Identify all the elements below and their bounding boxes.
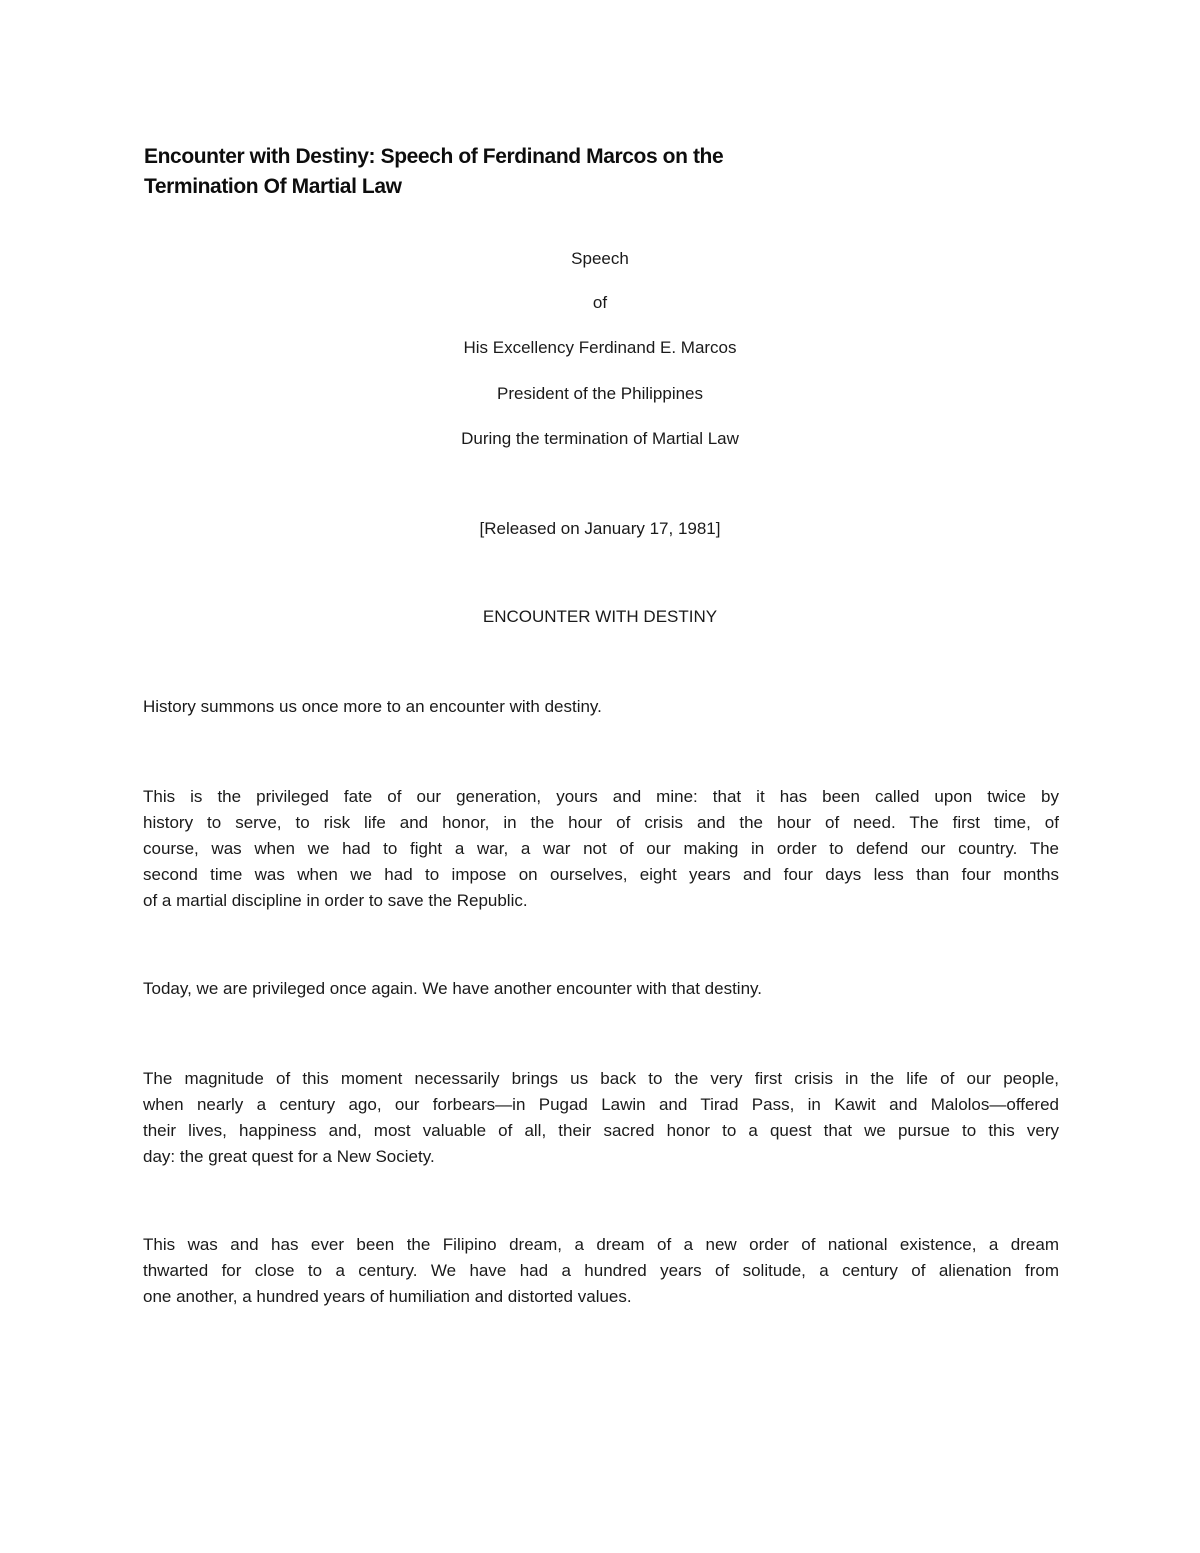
paragraph-line: day: the great quest for a New Society.	[143, 1147, 435, 1166]
paragraph-line: thwarted for close to a century. We have had a hundred years of solitude, a century of alienation from	[143, 1261, 1059, 1280]
paragraph-line: course, was when we had to fight a war, a war not of our making in order to defend our country. The	[143, 839, 1059, 858]
document-title-line-1: Encounter with Destiny: Speech of Ferdinand Marcos on the	[144, 145, 724, 168]
paragraph-line: of a martial discipline in order to save the Republic.	[143, 891, 528, 910]
speech-occasion: During the termination of Martial Law	[461, 429, 739, 448]
paragraph-line: second time was when we had to impose on ourselves, eight years and four days less than four months	[143, 865, 1059, 884]
paragraph-line: when nearly a century ago, our forbears—in Pugad Lawin and Tirad Pass, in Kawit and Malolos—offered	[143, 1095, 1059, 1114]
speech-title: ENCOUNTER WITH DESTINY	[482, 607, 718, 626]
paragraph-line: This was and has ever been the Filipino dream, a dream of a new order of national existence, a dream	[143, 1235, 1059, 1254]
paragraph-1	[143, 694, 1059, 720]
paragraph-line: history to serve, to risk life and honor, in the hour of crisis and the hour of need. The first time, of	[143, 813, 1059, 832]
paragraph-line: one another, a hundred years of humiliation and distorted values.	[143, 1287, 632, 1306]
speaker-position: President of the Philippines	[496, 384, 704, 403]
document-title-line-2: Termination Of Martial Law	[144, 175, 402, 198]
release-date: [Released on January 17, 1981]	[479, 519, 721, 538]
paragraph-5	[143, 1232, 1059, 1310]
paragraph-line: History summons us once more to an encounter with destiny.	[143, 697, 602, 716]
of-label: of	[592, 293, 608, 312]
paragraph-line: The magnitude of this moment necessarily brings us back to the very first crisis in the life of our people,	[143, 1069, 1059, 1088]
document-title	[144, 142, 824, 202]
paragraph-line: their lives, happiness and, most valuable of all, their sacred honor to a quest that we pursue to this very	[143, 1121, 1059, 1140]
speaker-name: His Excellency Ferdinand E. Marcos	[463, 338, 737, 357]
paragraph-3	[143, 976, 1059, 1002]
speech-label: Speech	[571, 249, 629, 268]
paragraph-4	[143, 1066, 1059, 1170]
paragraph-2	[143, 784, 1059, 914]
paragraph-line: Today, we are privileged once again. We have another encounter with that destiny.	[143, 979, 762, 998]
paragraph-line: This is the privileged fate of our generation, yours and mine: that it has been called upon twice by	[143, 787, 1059, 806]
